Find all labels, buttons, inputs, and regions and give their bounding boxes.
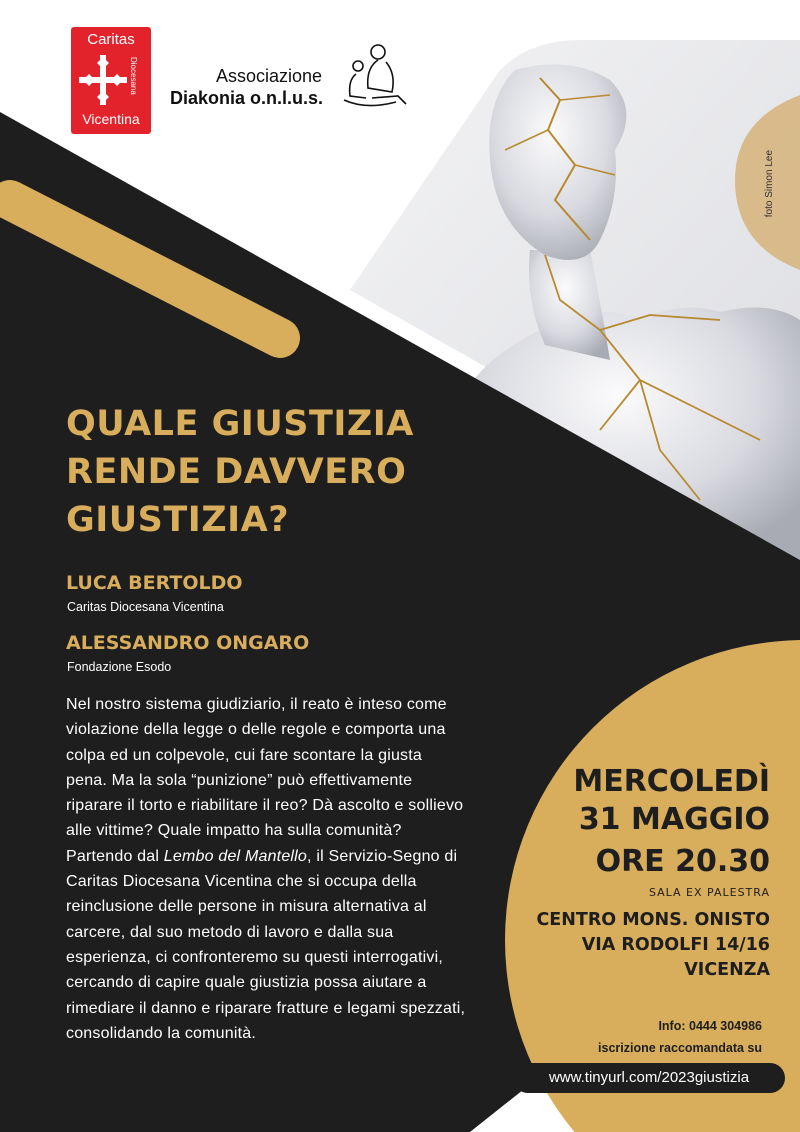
speaker-1-name: LUCA BERTOLDO (66, 572, 243, 594)
title-line-2: RENDE DAVVERO (66, 452, 407, 492)
caritas-logo-top: Caritas (87, 31, 135, 48)
venue-line-3: VICENZA (684, 960, 770, 980)
registration-link[interactable]: www.tinyurl.com/2023giustizia (513, 1063, 785, 1093)
venue-line-1: CENTRO MONS. ONISTO (536, 910, 770, 930)
description-part-2: , il Servizio-Segno di Caritas Diocesana Vicentina che si occupa della reinclusione delle persone in misura alternativa al carcere, dal suo metodo di lavoro e dalla sua esperienza, ci confronteremo su questi interrogativi, cercando di capire quale giustizia possa aiutare a rimediare il danno e riparare fratture e legami spezzati, consolidando la comunità. (66, 847, 466, 1042)
caritas-cross-icon (79, 53, 127, 107)
diakonia-line1: Associazione (216, 66, 323, 86)
foot-washing-drawing-icon (336, 40, 414, 112)
description-part-1: Nel nostro sistema giudiziario, il reato è inteso come violazione della legge o delle regole e comporta una colpa ed un colpevole, cui fare scontare la giusta pena. Ma la sola “punizione” può effettivamente riparare il torto e riabilitare il reo? Dà ascolto e sollievo alle vittime? Quale impatto ha sulla comunità? Partendo dal (66, 696, 464, 865)
event-venue (536, 908, 770, 983)
title-line-3: GIUSTIZIA? (66, 500, 290, 540)
event-time: ORE 20.30 (595, 844, 770, 879)
description-italic: Lembo del Mantello (163, 847, 308, 865)
caritas-logo-side: Diocesana (129, 57, 138, 95)
speaker-2-name: ALESSANDRO ONGARO (66, 632, 310, 654)
event-day: MERCOLEDÌ (573, 764, 770, 799)
diakonia-line2: Diakonia o.n.l.u.s. (170, 88, 324, 108)
info-phone: Info: 0444 304986 (658, 1019, 762, 1033)
event-title (66, 400, 414, 544)
event-room: SALA EX PALESTRA (648, 886, 770, 899)
registration-note: iscrizione raccomandata su (598, 1041, 762, 1055)
venue-line-2: VIA RODOLFI 14/16 (581, 935, 770, 955)
speaker-1-role: Caritas Diocesana Vicentina (67, 600, 224, 614)
event-date: 31 MAGGIO (578, 802, 770, 837)
description-text (66, 692, 466, 1046)
speaker-2-role: Fondazione Esodo (67, 660, 172, 674)
photo-credit: foto Simon Lee (764, 150, 775, 218)
title-line-1: QUALE GIUSTIZIA (66, 404, 414, 444)
caritas-logo-bottom: Vicentina (82, 111, 140, 127)
caritas-logo (71, 27, 151, 134)
